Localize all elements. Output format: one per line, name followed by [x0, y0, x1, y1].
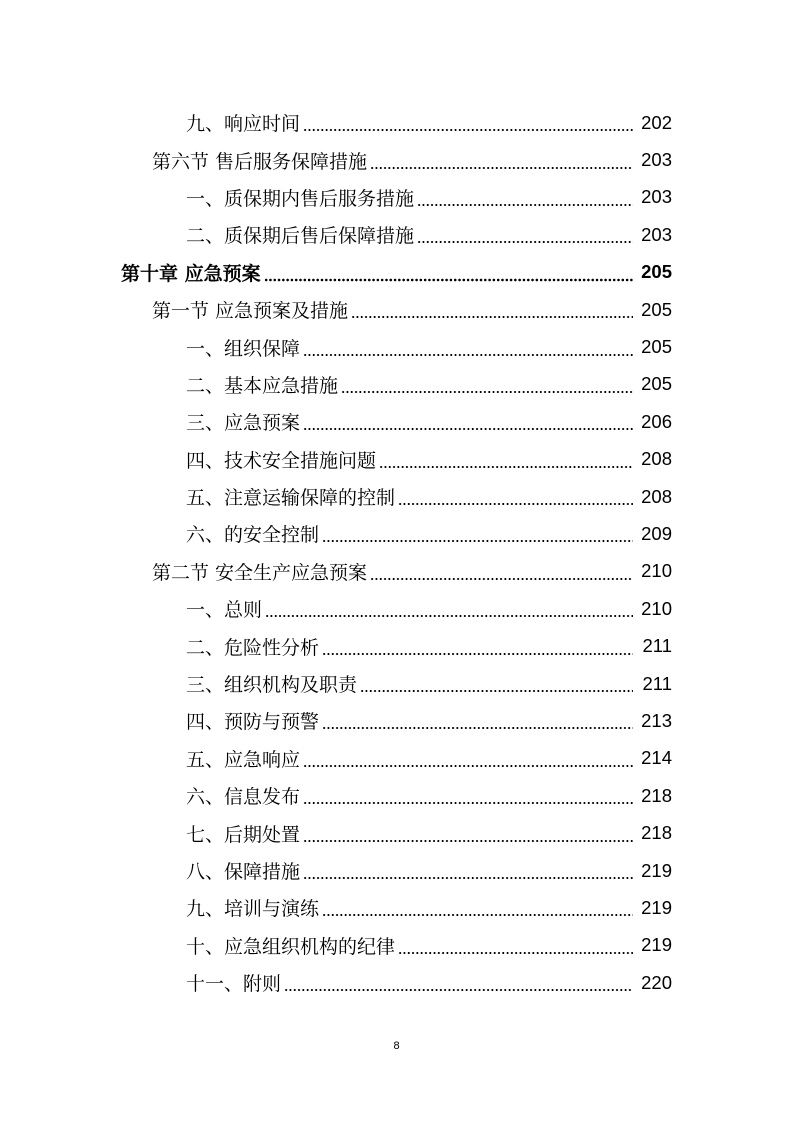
- dot-leader: [322, 524, 633, 543]
- toc-entry-page: 205: [641, 336, 672, 358]
- toc-entry-title: 第十章 应急预案: [121, 259, 264, 286]
- toc-entry-title: 四、技术安全措施问题: [186, 446, 379, 473]
- toc-entry-title: 二、危险性分析: [186, 633, 322, 660]
- toc-entry-title: 一、组织保障: [186, 334, 303, 361]
- toc-entry-title: 三、组织机构及职责: [186, 670, 360, 697]
- toc-entry-page: 211: [642, 672, 672, 694]
- toc-section-entry[interactable]: [0, 141, 793, 178]
- toc-entry-page: 203: [641, 186, 672, 208]
- dot-leader: [303, 113, 633, 132]
- toc-entry-page: 219: [641, 896, 672, 918]
- toc-entry-title: 五、应急响应: [186, 745, 303, 772]
- dot-leader: [322, 898, 633, 917]
- toc-entry[interactable]: [0, 814, 793, 851]
- dot-leader: [398, 936, 633, 955]
- toc-entry[interactable]: [0, 328, 793, 365]
- toc-entry-title: 第一节 应急预案及措施: [152, 296, 351, 323]
- toc-entry[interactable]: [0, 179, 793, 216]
- dot-leader: [417, 225, 633, 244]
- toc-section-entry[interactable]: [0, 553, 793, 590]
- dot-leader: [417, 188, 633, 207]
- dot-leader: [370, 562, 633, 581]
- toc-entry-title: 六、信息发布: [186, 782, 303, 809]
- dot-leader: [379, 450, 633, 469]
- toc-chapter-entry[interactable]: [0, 254, 793, 291]
- dot-leader: [303, 412, 633, 431]
- toc-entry-page: 208: [641, 448, 672, 470]
- dot-leader: [322, 637, 633, 656]
- toc-entry[interactable]: [0, 889, 793, 926]
- toc-entry[interactable]: [0, 216, 793, 253]
- page-number: 8: [393, 1040, 400, 1052]
- toc-entry-title: 三、应急预案: [186, 408, 303, 435]
- toc-entry-page: 202: [641, 111, 672, 133]
- toc-entry-page: 218: [641, 822, 672, 844]
- dot-leader: [284, 973, 633, 992]
- toc-entry-title: 八、保障措施: [186, 857, 303, 884]
- toc-entry-page: 205: [641, 298, 672, 320]
- toc-entry-page: 208: [641, 485, 672, 507]
- toc-entry[interactable]: [0, 665, 793, 702]
- toc-entry-page: 209: [641, 522, 672, 544]
- dot-leader: [303, 861, 633, 880]
- toc-entry-title: 七、后期处置: [186, 820, 303, 847]
- toc-entry[interactable]: [0, 740, 793, 777]
- dot-leader: [264, 263, 633, 282]
- toc-entry[interactable]: [0, 441, 793, 478]
- toc-entry-title: 第二节 安全生产应急预案: [152, 558, 370, 585]
- toc-entry[interactable]: [0, 104, 793, 141]
- dot-leader: [360, 674, 633, 693]
- toc-entry[interactable]: [0, 366, 793, 403]
- toc-entry-title: 六、的安全控制: [186, 520, 322, 547]
- toc-entry-title: 十、应急组织机构的纪律: [186, 932, 398, 959]
- dot-leader: [265, 599, 633, 618]
- toc-entry-page: 205: [641, 261, 672, 283]
- toc-entry-title: 一、质保期内售后服务措施: [186, 184, 417, 211]
- toc-entry[interactable]: [0, 964, 793, 1001]
- toc-entry[interactable]: [0, 777, 793, 814]
- toc-entry[interactable]: [0, 627, 793, 664]
- toc-entry-title: 九、培训与演练: [186, 894, 322, 921]
- toc-section-entry[interactable]: [0, 291, 793, 328]
- toc-entry[interactable]: [0, 927, 793, 964]
- toc-entry-title: 五、注意运输保障的控制: [186, 483, 398, 510]
- toc-entry-title: 第六节 售后服务保障措施: [152, 147, 370, 174]
- toc-entry-title: 二、质保期后售后保障措施: [186, 221, 417, 248]
- toc-entry-page: 210: [641, 560, 672, 582]
- toc-entry[interactable]: [0, 702, 793, 739]
- toc-entry-title: 二、基本应急措施: [186, 371, 341, 398]
- table-of-contents: [0, 104, 793, 1001]
- dot-leader: [303, 338, 633, 357]
- dot-leader: [322, 711, 633, 730]
- toc-entry-title: 十一、附则: [186, 969, 284, 996]
- toc-entry-title: 一、总则: [186, 595, 265, 622]
- toc-entry-page: 213: [641, 709, 672, 731]
- toc-entry[interactable]: [0, 478, 793, 515]
- toc-entry[interactable]: [0, 590, 793, 627]
- dot-leader: [341, 375, 633, 394]
- dot-leader: [398, 487, 633, 506]
- dot-leader: [370, 151, 633, 170]
- toc-entry-title: 九、响应时间: [186, 109, 303, 136]
- toc-entry-page: 214: [641, 747, 672, 769]
- toc-entry-page: 219: [641, 859, 672, 881]
- toc-entry-page: 210: [641, 597, 672, 619]
- toc-entry-page: 218: [641, 784, 672, 806]
- toc-entry[interactable]: [0, 515, 793, 552]
- dot-leader: [303, 786, 633, 805]
- dot-leader: [303, 749, 633, 768]
- toc-entry[interactable]: [0, 852, 793, 889]
- dot-leader: [351, 300, 633, 319]
- toc-entry-page: 203: [641, 149, 672, 171]
- toc-entry-page: 219: [641, 934, 672, 956]
- toc-entry-page: 211: [642, 635, 672, 657]
- toc-entry-page: 205: [641, 373, 672, 395]
- toc-entry-page: 206: [641, 410, 672, 432]
- dot-leader: [303, 824, 633, 843]
- toc-entry[interactable]: [0, 403, 793, 440]
- toc-entry-title: 四、预防与预警: [186, 707, 322, 734]
- toc-entry-page: 220: [641, 971, 672, 993]
- toc-entry-page: 203: [641, 223, 672, 245]
